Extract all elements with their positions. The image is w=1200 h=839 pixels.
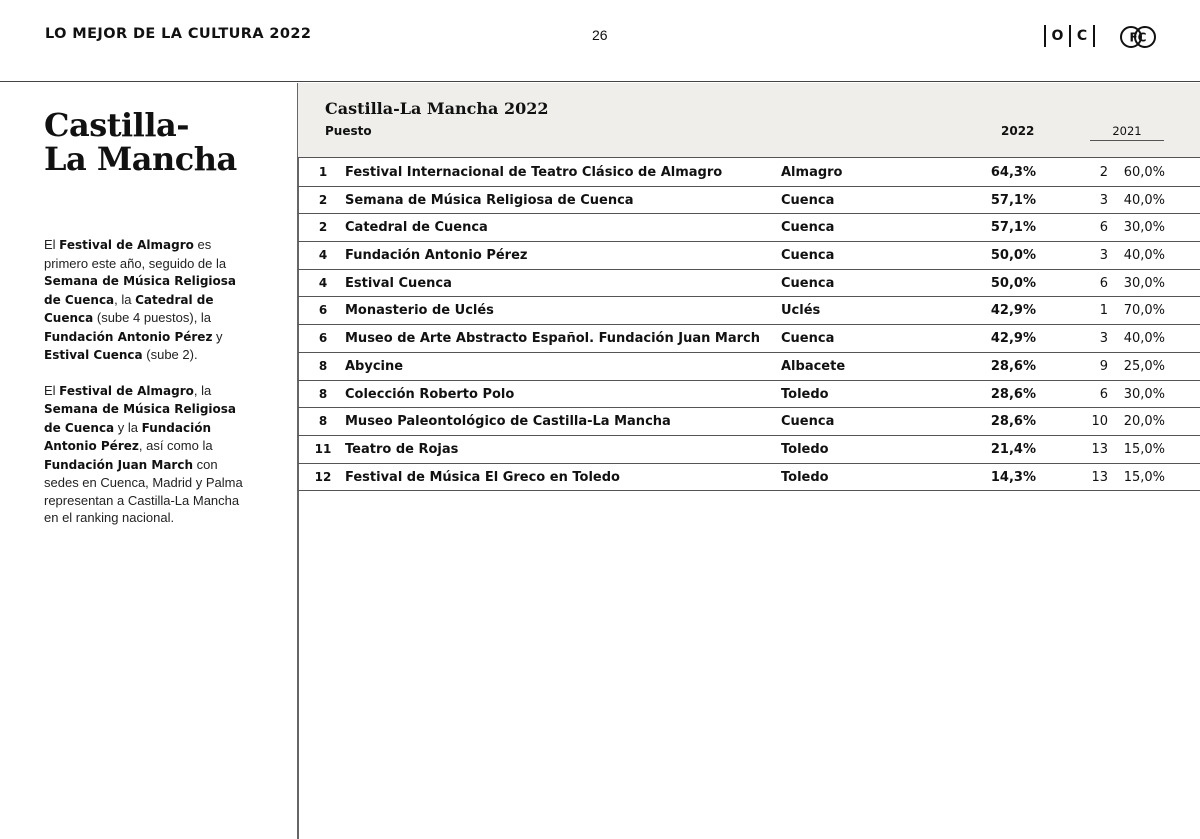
percent-2022-cell: 28,6% bbox=[990, 386, 1036, 402]
highlighted-text: Semana de Música Religiosa de Cuenca bbox=[44, 274, 237, 307]
rank-cell: 2 bbox=[318, 192, 328, 207]
percent-2022-cell: 50,0% bbox=[990, 275, 1036, 291]
percent-2022-cell: 57,1% bbox=[990, 220, 1036, 236]
entity-name-cell: Monasterio de Uclés bbox=[345, 303, 494, 319]
rank-cell: 1 bbox=[318, 165, 328, 179]
percent-2022-cell: 28,6% bbox=[990, 414, 1036, 430]
table-row bbox=[298, 242, 1200, 270]
rank-2021-cell: 3 bbox=[1099, 331, 1108, 347]
summary-paragraph-2 bbox=[44, 382, 254, 527]
entity-name-cell: Estival Cuenca bbox=[345, 275, 452, 291]
table-title: Castilla-La Mancha 2022 bbox=[325, 99, 549, 118]
entity-name-cell: Colección Roberto Polo bbox=[345, 386, 515, 402]
logo-divider bbox=[1093, 25, 1095, 47]
rank-cell: 12 bbox=[314, 469, 332, 484]
rank-2021-cell: 1 bbox=[1099, 303, 1108, 319]
body-text: (sube 4 puestos), la bbox=[93, 310, 212, 325]
percent-2021-cell: 70,0% bbox=[1123, 303, 1165, 319]
body-text: es primero este año, seguido de la bbox=[44, 237, 227, 271]
percent-2021-cell: 25,0% bbox=[1123, 358, 1165, 374]
highlighted-text: Catedral de Cuenca bbox=[44, 292, 214, 325]
percent-2021-cell: 30,0% bbox=[1123, 386, 1165, 402]
oc-logo-letter-o: O bbox=[1051, 28, 1064, 44]
oc-logo bbox=[1044, 24, 1095, 48]
percent-2022-cell: 42,9% bbox=[990, 331, 1036, 347]
rank-cell: 6 bbox=[318, 303, 328, 318]
city-cell: Uclés bbox=[781, 303, 821, 319]
rank-2021-cell: 6 bbox=[1099, 220, 1108, 236]
city-cell: Cuenca bbox=[781, 192, 835, 208]
rank-cell: 4 bbox=[318, 275, 328, 290]
entity-name-cell: Catedral de Cuenca bbox=[345, 220, 488, 236]
table-row bbox=[298, 325, 1200, 353]
city-cell: Toledo bbox=[781, 441, 829, 457]
percent-2021-cell: 40,0% bbox=[1123, 248, 1165, 264]
rank-2021-cell: 6 bbox=[1099, 386, 1108, 402]
highlighted-text: Semana de Música Religiosa de Cuenca bbox=[44, 402, 237, 435]
column-header-2021: 2021 bbox=[1090, 124, 1164, 141]
percent-2022-cell: 14,3% bbox=[990, 469, 1036, 485]
rank-2021-cell: 3 bbox=[1099, 192, 1108, 208]
region-title-line-1: Castilla- bbox=[44, 106, 189, 144]
rank-cell: 8 bbox=[318, 414, 328, 429]
table-row bbox=[298, 436, 1200, 464]
body-text: El bbox=[44, 382, 60, 398]
percent-2021-cell: 30,0% bbox=[1123, 220, 1165, 236]
body-text: , la bbox=[193, 382, 212, 398]
entity-name-cell: Museo de Arte Abstracto Español. Fundación Juan March bbox=[345, 331, 760, 347]
city-cell: Almagro bbox=[781, 165, 843, 180]
highlighted-text: Festival de Almagro bbox=[59, 238, 194, 252]
body-text: y la bbox=[114, 419, 142, 435]
entity-name-cell: Festival Internacional de Teatro Clásico de Almagro bbox=[345, 165, 723, 180]
oc-logo-letter-c: C bbox=[1076, 28, 1088, 44]
table-row bbox=[298, 464, 1200, 492]
percent-2021-cell: 15,0% bbox=[1123, 469, 1165, 485]
rank-cell: 8 bbox=[318, 358, 328, 373]
city-cell: Cuenca bbox=[781, 275, 835, 291]
table-row bbox=[298, 408, 1200, 436]
rank-2021-cell: 2 bbox=[1099, 165, 1108, 180]
body-text: (sube 2). bbox=[142, 347, 198, 362]
city-cell: Toledo bbox=[781, 386, 829, 402]
entity-name-cell: Teatro de Rojas bbox=[345, 441, 459, 457]
percent-2021-cell: 40,0% bbox=[1123, 192, 1165, 208]
percent-2022-cell: 42,9% bbox=[990, 303, 1036, 319]
summary-paragraph-1 bbox=[44, 236, 254, 365]
percent-2021-cell: 60,0% bbox=[1123, 165, 1165, 180]
highlighted-text: Fundación Antonio Pérez bbox=[44, 420, 212, 453]
city-cell: Toledo bbox=[781, 469, 829, 485]
table-row bbox=[298, 159, 1200, 187]
entity-name-cell: Fundación Antonio Pérez bbox=[345, 248, 528, 264]
rank-cell: 2 bbox=[318, 220, 328, 235]
ranking-table-body bbox=[298, 159, 1200, 491]
table-row bbox=[298, 353, 1200, 381]
entity-name-cell: Festival de Música El Greco en Toledo bbox=[345, 469, 620, 485]
highlighted-text: Fundación Juan March bbox=[44, 457, 194, 472]
rank-2021-cell: 10 bbox=[1091, 414, 1108, 430]
city-cell: Cuenca bbox=[781, 331, 835, 347]
svg-text:FC: FC bbox=[1129, 30, 1147, 45]
highlighted-text: Estival Cuenca bbox=[44, 348, 143, 362]
entity-name-cell: Abycine bbox=[345, 358, 404, 374]
highlighted-text: Fundación Antonio Pérez bbox=[44, 329, 213, 344]
rank-2021-cell: 6 bbox=[1099, 275, 1108, 291]
ranking-table-header bbox=[298, 83, 1200, 158]
table-row bbox=[298, 297, 1200, 325]
percent-2021-cell: 30,0% bbox=[1123, 275, 1165, 291]
rank-2021-cell: 13 bbox=[1091, 469, 1108, 485]
rank-cell: 8 bbox=[318, 386, 328, 401]
percent-2021-cell: 20,0% bbox=[1123, 414, 1165, 430]
city-cell: Cuenca bbox=[781, 414, 835, 430]
rank-2021-cell: 9 bbox=[1099, 358, 1108, 374]
region-title bbox=[44, 108, 237, 176]
page-number: 26 bbox=[592, 27, 608, 43]
page-header bbox=[0, 0, 1200, 82]
entity-name-cell: Museo Paleontológico de Castilla-La Mancha bbox=[345, 414, 671, 430]
column-header-puesto: Puesto bbox=[325, 124, 372, 138]
fc-logo-icon bbox=[1119, 25, 1159, 49]
body-text: con sedes en Cuenca, Madrid y Palma representan a Castilla-La Mancha en el ranking nacional. bbox=[44, 456, 243, 525]
column-header-2022: 2022 bbox=[1001, 124, 1035, 138]
body-text: , así como la bbox=[138, 438, 213, 453]
table-row bbox=[298, 214, 1200, 242]
percent-2022-cell: 21,4% bbox=[990, 441, 1036, 457]
body-text: El bbox=[44, 237, 60, 252]
entity-name-cell: Semana de Música Religiosa de Cuenca bbox=[345, 192, 634, 208]
percent-2022-cell: 28,6% bbox=[990, 358, 1036, 374]
body-text: y bbox=[212, 328, 223, 344]
rank-cell: 6 bbox=[318, 331, 328, 346]
rank-cell: 4 bbox=[318, 248, 328, 263]
highlighted-text: Festival de Almagro bbox=[59, 383, 194, 398]
rank-2021-cell: 13 bbox=[1091, 441, 1108, 457]
table-row bbox=[298, 270, 1200, 298]
percent-2022-cell: 50,0% bbox=[990, 248, 1036, 264]
percent-2021-cell: 15,0% bbox=[1123, 441, 1165, 457]
rank-2021-cell: 3 bbox=[1099, 248, 1108, 264]
region-title-line-2: La Mancha bbox=[44, 140, 237, 178]
document-title: LO MEJOR DE LA CULTURA 2022 bbox=[45, 26, 312, 42]
percent-2022-cell: 57,1% bbox=[990, 192, 1036, 208]
percent-2022-cell: 64,3% bbox=[990, 165, 1036, 180]
table-row bbox=[298, 187, 1200, 215]
city-cell: Cuenca bbox=[781, 248, 835, 264]
sidebar-summary bbox=[44, 236, 254, 544]
city-cell: Albacete bbox=[781, 358, 846, 374]
rank-cell: 11 bbox=[314, 441, 332, 456]
table-row bbox=[298, 381, 1200, 409]
body-text: , la bbox=[114, 291, 136, 307]
percent-2021-cell: 40,0% bbox=[1123, 331, 1165, 347]
city-cell: Cuenca bbox=[781, 220, 835, 236]
